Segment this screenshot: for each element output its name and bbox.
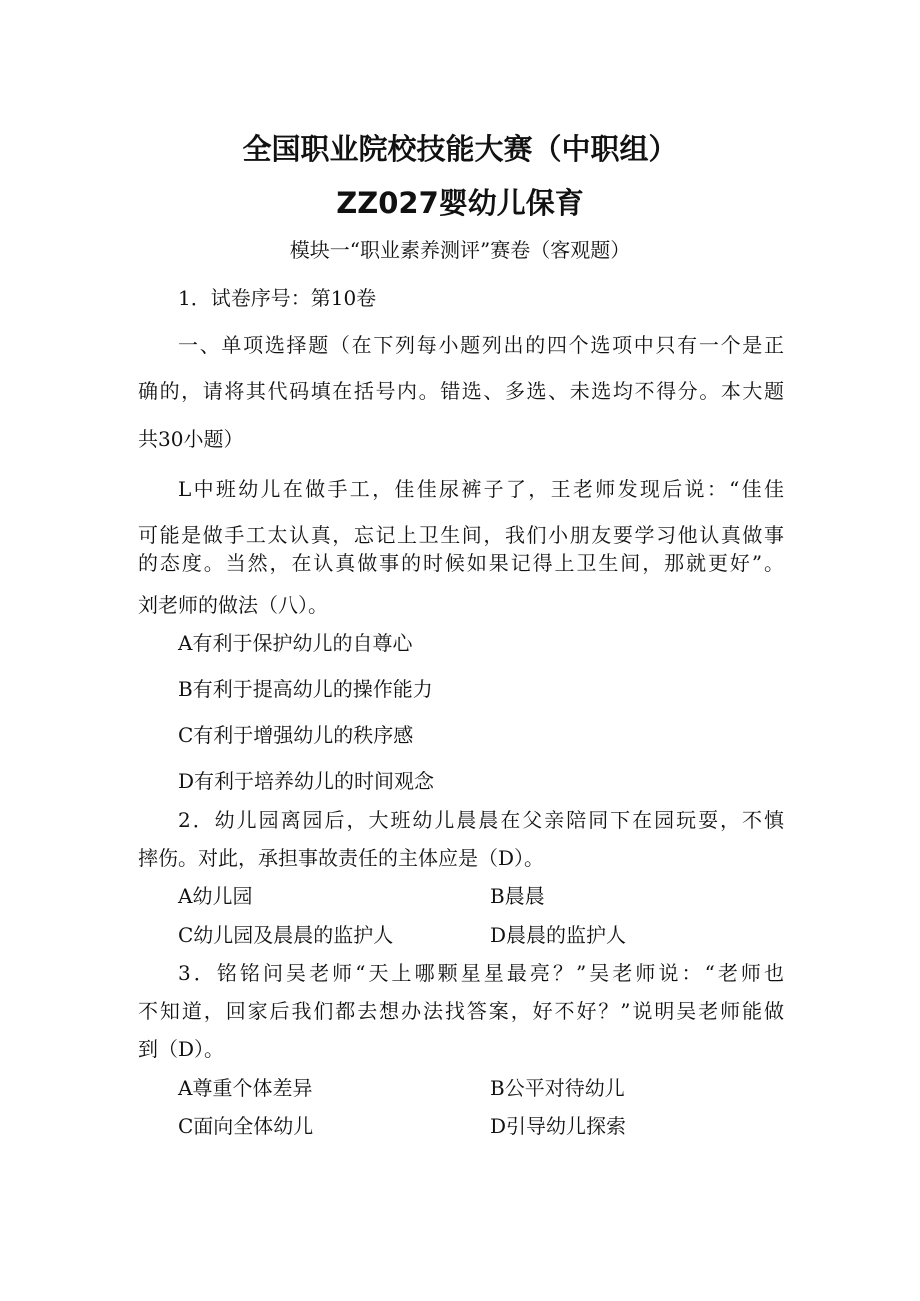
question-text: 刘老师的做法（八）。: [138, 593, 328, 617]
module-subtitle: 模块一“职业素养测评”赛卷（客观题）: [289, 238, 631, 262]
question-text: 不知道，回家后我们都去想办法找答案，好不好？”说明吴老师能做: [138, 999, 784, 1023]
option-c: C面向全体幼儿: [178, 1114, 314, 1138]
option-a: A幼儿园: [178, 884, 253, 908]
option-d: D引导幼儿探索: [490, 1114, 627, 1138]
question-text: 可能是做手工太认真，忘记上卫生间，我们小朋友要学习他认真做事: [138, 523, 784, 547]
paper-number: 1．试卷序号：第10卷: [178, 286, 377, 310]
option-d: D晨晨的监护人: [490, 923, 627, 947]
exam-subject: ZZ027婴幼儿保育: [336, 186, 584, 220]
option-a: A尊重个体差异: [178, 1076, 313, 1100]
option-a: A有利于保护幼儿的自尊心: [178, 631, 413, 655]
option-b: B晨晨: [490, 884, 545, 908]
exam-title: 全国职业院校技能大赛（中职组）: [242, 132, 678, 166]
question-text: 摔伤。对此，承担事故责任的主体应是（D）。: [138, 846, 545, 870]
option-c: C幼儿园及晨晨的监护人: [178, 923, 394, 947]
instructions-line: 一、单项选择题（在下列每小题列出的四个选项中只有一个是正: [178, 333, 784, 357]
question-text: 到（D）。: [138, 1037, 225, 1061]
question-text: 3．铭铭问吴老师“天上哪颗星星最亮？”吴老师说：“老师也: [178, 961, 784, 985]
option-d: D有利于培养幼儿的时间观念: [178, 769, 435, 793]
question-text: 2．幼儿园离园后，大班幼儿晨晨在父亲陪同下在园玩耍，不慎: [178, 808, 784, 832]
question-text: 的态度。当然，在认真做事的时候如果记得上卫生间，那就更好”。: [138, 551, 784, 575]
instructions-line: 共30小题）: [138, 427, 244, 451]
instructions-line: 确的，请将其代码填在括号内。错选、多选、未选均不得分。本大题: [138, 379, 784, 403]
option-b: B有利于提高幼儿的操作能力: [178, 677, 433, 701]
option-b: B公平对待幼儿: [490, 1076, 625, 1100]
option-c: C有利于增强幼儿的秩序感: [178, 723, 414, 747]
question-text: L中班幼儿在做手工，佳佳尿裤子了，王老师发现后说：“佳佳: [178, 477, 784, 501]
